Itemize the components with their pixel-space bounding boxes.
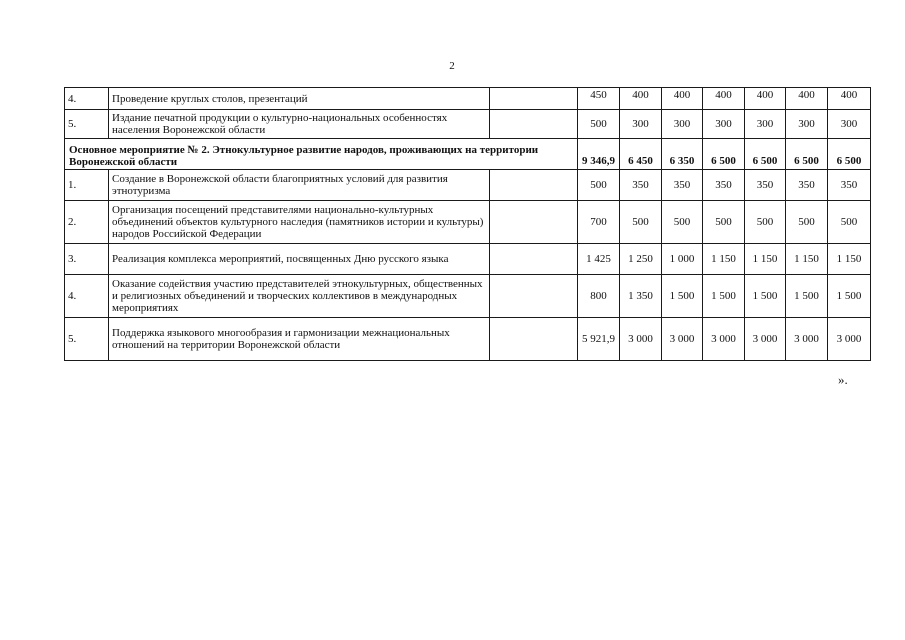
value-cell: 350 <box>662 170 703 201</box>
value-cell: 350 <box>786 170 828 201</box>
funding-cell <box>490 88 578 110</box>
value-cell: 500 <box>578 170 620 201</box>
value-cell: 1 250 <box>620 244 662 275</box>
value-cell: 350 <box>620 170 662 201</box>
funding-cell <box>490 244 578 275</box>
value-cell: 350 <box>745 170 786 201</box>
value-cell: 350 <box>828 170 871 201</box>
table-row <box>65 170 871 201</box>
row-number: 5. <box>65 318 109 361</box>
value-cell: 6 500 <box>745 139 786 170</box>
value-cell: 3 000 <box>828 318 871 361</box>
value-cell: 1 000 <box>662 244 703 275</box>
table-row <box>65 110 871 139</box>
closing-quote: ». <box>838 372 848 387</box>
value-cell: 9 346,9 <box>578 139 620 170</box>
row-number: 1. <box>65 170 109 201</box>
budget-table <box>64 87 871 361</box>
value-cell: 350 <box>703 170 745 201</box>
value-cell: 500 <box>745 201 786 244</box>
value-cell: 3 000 <box>786 318 828 361</box>
value-cell: 500 <box>828 201 871 244</box>
value-cell: 3 000 <box>745 318 786 361</box>
value-cell: 5 921,9 <box>578 318 620 361</box>
value-cell: 800 <box>578 275 620 318</box>
value-cell: 6 350 <box>662 139 703 170</box>
value-cell: 3 000 <box>662 318 703 361</box>
funding-cell <box>490 275 578 318</box>
value-cell: 300 <box>828 110 871 139</box>
table-row <box>65 318 871 361</box>
funding-cell <box>490 201 578 244</box>
value-cell: 400 <box>745 88 786 110</box>
value-cell: 300 <box>745 110 786 139</box>
value-cell: 1 425 <box>578 244 620 275</box>
value-cell: 6 500 <box>786 139 828 170</box>
activity-name: Создание в Воронежской области благоприятных условий для развития этнотуризма <box>109 170 490 201</box>
value-cell: 700 <box>578 201 620 244</box>
activity-name: Проведение круглых столов, презентаций <box>109 88 490 110</box>
value-cell: 3 000 <box>703 318 745 361</box>
activity-name: Поддержка языкового многообразия и гармонизации межнациональных отношений на территории Воронежской области <box>109 318 490 361</box>
page-number: 2 <box>449 60 455 72</box>
row-number: 3. <box>65 244 109 275</box>
value-cell: 400 <box>662 88 703 110</box>
funding-cell <box>490 110 578 139</box>
table-row <box>65 88 871 110</box>
table-row <box>65 244 871 275</box>
value-cell: 300 <box>662 110 703 139</box>
main-activity-title: Основное мероприятие № 2. Этнокультурное развитие народов, проживающих на территории Воронежской области <box>65 139 578 170</box>
value-cell: 3 000 <box>620 318 662 361</box>
value-cell: 500 <box>620 201 662 244</box>
value-cell: 500 <box>578 110 620 139</box>
value-cell: 300 <box>703 110 745 139</box>
value-cell: 1 150 <box>828 244 871 275</box>
table-row <box>65 275 871 318</box>
value-cell: 400 <box>828 88 871 110</box>
value-cell: 500 <box>786 201 828 244</box>
value-cell: 300 <box>620 110 662 139</box>
value-cell: 500 <box>703 201 745 244</box>
value-cell: 1 150 <box>745 244 786 275</box>
activity-name: Организация посещений представителями национально-культурных объединений объектов культурного наследия (памятников истории и культуры) народов Российской Федерации <box>109 201 490 244</box>
value-cell: 1 500 <box>786 275 828 318</box>
value-cell: 450 <box>578 88 620 110</box>
value-cell: 400 <box>786 88 828 110</box>
value-cell: 1 150 <box>786 244 828 275</box>
value-cell: 400 <box>703 88 745 110</box>
funding-cell <box>490 318 578 361</box>
value-cell: 300 <box>786 110 828 139</box>
table-row <box>65 201 871 244</box>
activity-name: Издание печатной продукции о культурно-национальных особенностях населения Воронежской области <box>109 110 490 139</box>
value-cell: 6 450 <box>620 139 662 170</box>
value-cell: 6 500 <box>828 139 871 170</box>
value-cell: 1 500 <box>703 275 745 318</box>
value-cell: 1 150 <box>703 244 745 275</box>
funding-cell <box>490 170 578 201</box>
row-number: 5. <box>65 110 109 139</box>
value-cell: 1 500 <box>828 275 871 318</box>
row-number: 2. <box>65 201 109 244</box>
activity-name: Оказание содействия участию представителей этнокультурных, общественных и религиозных объединений и творческих коллективов в международных мероприятиях <box>109 275 490 318</box>
value-cell: 1 500 <box>662 275 703 318</box>
row-number: 4. <box>65 88 109 110</box>
value-cell: 1 500 <box>745 275 786 318</box>
main-activity-row <box>65 139 871 170</box>
value-cell: 500 <box>662 201 703 244</box>
value-cell: 6 500 <box>703 139 745 170</box>
value-cell: 400 <box>620 88 662 110</box>
value-cell: 1 350 <box>620 275 662 318</box>
activity-name: Реализация комплекса мероприятий, посвященных Дню русского языка <box>109 244 490 275</box>
row-number: 4. <box>65 275 109 318</box>
